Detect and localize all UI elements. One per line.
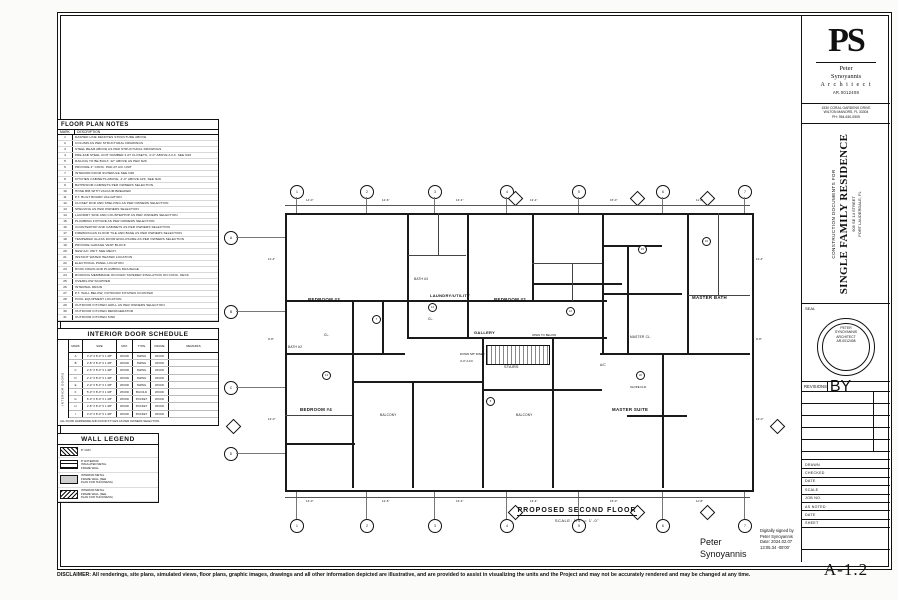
room-label-master-suite: MASTER SUITE	[612, 407, 649, 412]
grid-bubble-bottom-7: 7	[738, 519, 752, 533]
wall-legend-row	[58, 458, 158, 473]
note-mark: 9	[58, 183, 73, 188]
wall-legend-row	[58, 488, 158, 503]
firm-logo	[802, 16, 890, 104]
grid-bubble-top-5: 5	[572, 185, 586, 199]
sheet-info-table	[802, 460, 890, 550]
room-label-bath-3: BATH #3	[414, 277, 429, 281]
note-description: PROVIDE GARAGE VENT BLOCK	[75, 243, 126, 247]
section-marker-icon	[770, 419, 786, 435]
wall-legend-title: WALL LEGEND	[58, 434, 158, 445]
seal-text	[802, 326, 890, 344]
note-mark: 3	[58, 147, 73, 152]
room-label-bath-2: BATH #2	[288, 345, 303, 349]
door-cell-type: POCKET	[133, 396, 151, 402]
note-mark: 14	[58, 213, 73, 218]
note-mark: 8	[58, 177, 73, 182]
door-cell-remarks	[169, 367, 218, 373]
door-col-mat: MAT.	[117, 340, 133, 352]
door-col-size: SIZE	[83, 340, 117, 352]
info-key: AS NOTED	[805, 504, 826, 509]
digital-signature-block	[760, 528, 794, 550]
firm-name-line-2: Synoyannis	[830, 73, 862, 80]
info-row-job-no	[802, 495, 890, 503]
title-block	[801, 16, 890, 579]
wall-legend-line: INTERIOR METAL	[81, 473, 105, 478]
project-address-line-2: FORT LAUDERDALE, FL	[856, 191, 862, 237]
door-schedule-side-label: INTERIOR DOORS	[61, 372, 66, 406]
info-key: SHEET	[805, 521, 819, 526]
door-cell-type: POCKET	[133, 411, 151, 417]
room-label-ac: A/C	[600, 363, 606, 367]
seal-text-line-4: AR-0012408	[836, 339, 856, 344]
info-key: SCALE	[805, 487, 819, 492]
address-line-2: WILTON MANORS, FL 33304	[823, 110, 869, 115]
wall-legend-line: FRAME WALL	[81, 465, 100, 470]
note-mark: 17	[58, 231, 73, 236]
note-mark: 27	[58, 291, 73, 296]
logo-initials: PS	[828, 22, 864, 59]
note-description: RAILING TO BE BUILT, 42" ABOVE AS PER N26	[75, 159, 147, 163]
note-mark: 4	[58, 153, 73, 158]
note-mark: 18	[58, 237, 73, 242]
note-description: ROOF DRAIN AND PLUMBING DRAINAGE	[75, 267, 139, 271]
note-mark: 19	[58, 243, 73, 248]
door-cell-mark: G	[69, 396, 83, 402]
door-schedule-body	[69, 353, 218, 418]
notes-col-mark: MARK	[58, 130, 75, 134]
door-row	[69, 382, 218, 389]
wall-legend-line: FRAME WALL (SEE	[81, 491, 107, 496]
wall-legend-row	[58, 473, 158, 488]
grid-bubble-left-d: D	[224, 447, 238, 461]
wall-legend-text	[81, 460, 106, 471]
info-key: CHECKED	[805, 471, 825, 476]
wall-legend-line: 8" CMU	[81, 448, 91, 453]
door-row	[69, 396, 218, 403]
door-cell-size: 2'-4" X 8'-0" X 1 3/8"	[83, 375, 117, 381]
revisions-header-label: REVISIONS	[804, 384, 827, 389]
door-cell-remarks	[169, 360, 218, 366]
door-row	[69, 389, 218, 396]
note-mark: 23	[58, 267, 73, 272]
project-doc-type: CONSTRUCTION DOCUMENTS FOR	[830, 169, 836, 259]
door-row	[69, 353, 218, 360]
door-cell-mark: C	[69, 367, 83, 373]
stair-run	[486, 345, 550, 365]
note-mark: 28	[58, 297, 73, 302]
wall-legend-row	[58, 445, 158, 458]
note-mark: 31	[58, 315, 73, 320]
logo-divider	[816, 62, 876, 63]
annotation-aff: 4'-0" A.F.F.	[460, 359, 474, 363]
sheet-number: A-1.2	[823, 560, 869, 579]
revision-row	[802, 416, 890, 428]
note-mark: 21	[58, 255, 73, 260]
note-description: STEEL BEAM ABOVE AS PER STRUCTURAL DRAWINGS	[75, 147, 162, 151]
note-description: HOSE BIB WITH VACUUM BREAKER	[75, 189, 131, 193]
revision-row	[802, 440, 890, 452]
door-cell-size: 3'-0" X 8'-0" X 1 3/8"	[83, 411, 117, 417]
grid-bubble-top-6: 6	[656, 185, 670, 199]
note-description: PRE-FAB STEEL UNIT NUMBER 4 AT CLOSETS, 4'-0" ABOVE A.F.F. SEE N26	[75, 153, 192, 157]
digital-signature-line-2: Peter Synoyannis	[760, 533, 793, 539]
annotation-slope-floor: SLOPE FLR.	[630, 385, 647, 389]
seal-text-line-3: ARCHITECT	[836, 334, 856, 339]
info-row-sheet	[802, 520, 890, 528]
grid-bubble-top-7: 7	[738, 185, 752, 199]
plan-title-block	[487, 507, 667, 523]
note-description: OUTDOOR KITCHEN GRILL AS PER OWNERS SELECTION	[75, 303, 165, 307]
project-address-line-1: 905 SE 14 STREET	[850, 196, 856, 232]
revision-row	[802, 392, 890, 404]
grid-bubble-bottom-1: 1	[290, 519, 304, 533]
project-title: SINGLE FAMILY RESIDENCE	[837, 133, 850, 295]
wall-swatch-icon	[60, 447, 78, 456]
note-mark: 22	[58, 261, 73, 266]
seal-label: SEAL	[805, 306, 816, 311]
architect-seal	[802, 304, 890, 382]
floor-plan-notes-title: FLOOR PLAN NOTES	[58, 120, 218, 130]
door-cell-frame: WOOD	[151, 382, 169, 388]
note-description: LAUNDRY SINK AND COUNTERTOP AS PER OWNERS SELECTION	[75, 213, 178, 217]
info-row-scale	[802, 486, 890, 494]
info-row-checked	[802, 469, 890, 477]
door-cell-type: SWING	[133, 382, 151, 388]
note-mark: 12	[58, 201, 73, 206]
door-cell-type: SWING	[133, 375, 151, 381]
firm-name	[802, 65, 890, 81]
note-description: SHELVING AS PER OWNERS SELECTION	[75, 207, 139, 211]
annotation-down-riser: DOWN 5/8" RISER	[460, 352, 485, 356]
door-cell-remarks	[169, 396, 218, 402]
door-cell-frame: WOOD	[151, 353, 169, 359]
door-cell-mark: F	[69, 389, 83, 395]
door-cell-frame: WOOD	[151, 396, 169, 402]
note-description: ELECTRICAL PANEL LOCATION	[75, 261, 124, 265]
door-cell-mat: WOOD	[117, 367, 133, 373]
door-cell-remarks	[169, 382, 218, 388]
revision-row	[802, 428, 890, 440]
firm-license: AR.0012408	[832, 90, 860, 95]
note-description: OUTDOOR KITCHEN REFRIGERATOR	[75, 309, 134, 313]
door-cell-mark: B	[69, 360, 83, 366]
grid-bubble-left-a: A	[224, 231, 238, 245]
room-label-bedroom-3: BEDROOM #3	[308, 297, 341, 302]
door-cell-frame: WOOD	[151, 367, 169, 373]
note-mark: 10	[58, 189, 73, 194]
room-label-bedroom-2: BEDROOM #2	[494, 297, 527, 302]
door-cell-mark: D	[69, 375, 83, 381]
door-cell-mat: WOOD	[117, 389, 133, 395]
note-mark: 5	[58, 159, 73, 164]
note-description: PROVIDE 4" CONC. PAD AT A/C UNIT	[75, 165, 132, 169]
door-schedule-footnote: ALL DOOR HARDWARE AND DOOR STYLES AS PER OWNERS SELECTION.	[60, 419, 160, 424]
revisions-by-label: BY	[827, 382, 843, 391]
note-description: POOL EQUIPMENT LOCATION	[75, 297, 122, 301]
door-col-mark: MARK	[69, 340, 83, 352]
digital-signature-line-1: Digitally signed by	[760, 528, 794, 533]
door-cell-type: SWING	[133, 367, 151, 373]
floor-plan-notes-body	[58, 135, 218, 321]
door-cell-size: 2'-6" X 8'-0" X 1 3/8"	[83, 367, 117, 373]
note-description: CLOSET ROD AND SHELVING AS PER OWNERS SELECTION	[75, 201, 169, 205]
note-description: PLUMBING FIXTURE AS PER OWNERS SELECTION	[75, 219, 155, 223]
grid-bubble-bottom-2: 2	[360, 519, 374, 533]
wall-legend-text	[81, 474, 113, 485]
door-schedule-header	[69, 340, 218, 353]
door-col-type: TYPE	[133, 340, 151, 352]
door-cell-type: SWING	[133, 353, 151, 359]
note-description: INTERIOR DOOR SCHEDULE SEE N26	[75, 171, 135, 175]
wall-legend-line: 8" EXTERIOR	[81, 458, 99, 463]
wall-legend-line: INTERIOR METAL	[81, 488, 105, 493]
door-cell-size: 2'-0" X 8'-0" X 1 3/8"	[83, 382, 117, 388]
firm-address	[802, 104, 890, 124]
room-label-master-bath: MASTER BATH	[692, 295, 727, 300]
door-cell-mark: I	[69, 411, 83, 417]
info-key: DATE	[805, 513, 816, 518]
grid-bubble-left-b: B	[224, 305, 238, 319]
project-title-block	[802, 124, 890, 304]
digital-signature-line-3: Date: 2024.02.07	[760, 539, 793, 545]
revisions-table	[802, 377, 890, 460]
door-row	[69, 360, 218, 367]
door-cell-size: 5'-0" X 8'-0" X 1 3/8"	[83, 389, 117, 395]
door-cell-mat: WOOD	[117, 375, 133, 381]
door-cell-remarks	[169, 375, 218, 381]
door-cell-mat: WOOD	[117, 360, 133, 366]
door-cell-frame: WOOD	[151, 375, 169, 381]
door-cell-mat: WOOD	[117, 411, 133, 417]
note-mark: 1	[58, 135, 73, 140]
note-description: DASHED LINE DENOTES STRUCTURE ABOVE	[75, 135, 147, 139]
note-mark: 2	[58, 141, 73, 146]
grid-bubble-bottom-3: 3	[428, 519, 442, 533]
annotation-open-to-below: OPEN TO BELOW	[532, 333, 557, 337]
note-row	[58, 315, 218, 321]
floor-plan-notes-panel	[57, 119, 219, 322]
room-label-balcony-2: BALCONY	[516, 413, 533, 417]
interior-door-schedule-panel	[57, 328, 219, 426]
info-key: JOB NO.	[805, 496, 822, 501]
grid-bubble-bottom-4: 4	[500, 519, 514, 533]
note-description: BATHROOM CABINETS PER OWNERS SELECTION	[75, 183, 154, 187]
door-row	[69, 375, 218, 382]
door-row	[69, 411, 218, 418]
door-cell-mat: WOOD	[117, 382, 133, 388]
floor-plan-drawing: 1 2 3 4 5 6 7 1 2 3 4 5 6 7 A B C D BEDROOM #3 BEDROOM #2 BEDROOM #4 MASTER SUITE MASTER BATH BATH #3 BATH #2 LAUNDRY/UTILITY GALLERY STAIRS BALCONY BALCONY MASTER CL. CL. A/C CL. DOWN 5/8" RISER 4'-0" A.F.F. SLOPE FLR. OPEN TO BELOW 14'-0" 12'-6" 13'-4" 13'-4" 15'-0" 11'-8" 14'-0" 12'-6" 13'-4" 13'-4" 15'-0" 11'-8" 11'-4" 9'-8" 12'-0" 11'-4" 9'-8" 12'-0" 7 14 12 15 16 13 5 20 PROPOSED SECOND FLOOR SCALE: 1/4" = 1'-0"	[232, 185, 792, 545]
wall-legend-line: PLAN FOR THICKNESS)	[81, 480, 113, 485]
grid-bubble-bottom-5: 5	[572, 519, 586, 533]
wall-legend-line: PLAN FOR THICKNESS)	[81, 495, 113, 500]
door-row	[69, 403, 218, 410]
note-description: P.T. BUILT BOARD VALUATION	[75, 195, 122, 199]
plan-scale: SCALE: 1/4" = 1'-0"	[554, 518, 600, 523]
door-col-remarks: REMARKS	[186, 344, 201, 348]
door-cell-type: BI-FOLD	[133, 389, 151, 395]
room-label-closet-2: CL.	[324, 333, 330, 337]
door-cell-size: 2'-8" X 8'-0" X 1 3/8"	[83, 360, 117, 366]
digital-signature-line-4: 13:05.34 -05'00'	[760, 544, 790, 550]
note-mark: 16	[58, 225, 73, 230]
note-mark: 25	[58, 279, 73, 284]
note-description: FIREBOX/GAS FLOOR TILE AND BASE AS PER OWNERS SELECTION	[75, 231, 182, 235]
wall-swatch-icon	[60, 490, 78, 499]
section-marker-icon	[630, 191, 646, 207]
note-mark: 29	[58, 303, 73, 308]
door-cell-type: SWING	[133, 360, 151, 366]
door-cell-mat: WOOD	[117, 403, 133, 409]
door-schedule-title: INTERIOR DOOR SCHEDULE	[58, 329, 218, 340]
door-cell-type: POCKET	[133, 403, 151, 409]
door-cell-frame: WOOD	[151, 360, 169, 366]
door-cell-size: 3'-0" X 8'-0" X 1 3/8"	[83, 353, 117, 359]
signature-name-line-1: Peter	[700, 537, 722, 547]
firm-name-line-1: Peter	[839, 65, 853, 72]
note-mark: 15	[58, 219, 73, 224]
disclaimer-text: DISCLAIMER: All renderings, site plans, simulated views, floor plans, graphic images, drawings and all other information depicted are illustrative, and are provided to assist in visualizing the units and the Project and may not be accurately rendered and may be changed at any time.	[57, 572, 751, 578]
section-marker-icon	[700, 505, 716, 521]
room-label-master-closet: MASTER CL.	[630, 335, 652, 339]
wall-swatch-icon	[60, 460, 78, 469]
wall-legend-text	[81, 449, 91, 453]
door-cell-mark: A	[69, 353, 83, 359]
door-cell-size: 6'-0" X 8'-0" X 1 3/8"	[83, 396, 117, 402]
info-row-drawn	[802, 461, 890, 469]
note-description: COUNTERTOP AND CABINETS AS PER OWNERS SELECTION	[75, 225, 170, 229]
door-cell-frame: WOOD	[151, 389, 169, 395]
room-label-laundry-utility: LAUNDRY/UTILITY	[430, 293, 471, 298]
door-cell-mat: WOOD	[117, 396, 133, 402]
signature-name	[700, 536, 747, 560]
firm-discipline: A r c h i t e c t	[820, 82, 872, 88]
door-cell-remarks	[169, 353, 218, 359]
note-description: COLUMN AS PER STRUCTURAL DRAWINGS	[75, 141, 144, 145]
room-label-gallery: GALLERY	[474, 330, 496, 335]
seal-text-line-1: PETER	[840, 326, 852, 330]
note-mark: 7	[58, 171, 73, 176]
note-description: NEW A/C UNIT, SEE MECH.	[75, 249, 117, 253]
wall-legend-text	[81, 489, 113, 500]
door-row	[69, 367, 218, 374]
room-label-bedroom-4: BEDROOM #4	[300, 407, 333, 412]
door-cell-mark: E	[69, 382, 83, 388]
door-cell-remarks	[169, 403, 218, 409]
note-mark: 26	[58, 285, 73, 290]
note-mark: 11	[58, 195, 73, 200]
door-cell-size: 2'-8" X 8'-0" X 1 3/8"	[83, 403, 117, 409]
room-label-stairs: STAIRS	[504, 365, 519, 369]
info-key: DATE	[805, 479, 816, 484]
wall-swatch-icon	[60, 475, 78, 484]
note-description: INTERNAL DRAIN	[75, 285, 103, 289]
address-line-3: PH: 954-630-0505	[832, 114, 860, 119]
plan-title: PROPOSED SECOND FLOOR	[517, 507, 637, 514]
seal-text-line-2: SYNOYANNIS	[835, 330, 857, 335]
info-row-as-noted	[802, 503, 890, 511]
info-row-date-2	[802, 511, 890, 519]
note-mark: 24	[58, 273, 73, 278]
note-description: OVERFLOW SCUPPER	[75, 279, 111, 283]
door-cell-frame: WOOD	[151, 403, 169, 409]
door-cell-remarks	[169, 411, 218, 417]
note-mark: 13	[58, 207, 73, 212]
door-cell-remarks	[169, 389, 218, 395]
wall-legend-line: INSULATED METAL	[81, 462, 107, 467]
info-row-date	[802, 478, 890, 486]
note-mark: 6	[58, 165, 73, 170]
revision-row	[802, 404, 890, 416]
notes-col-desc: DESCRIPTION	[77, 130, 101, 134]
address-line-1: 1530 CORAL GARDENS DRIVE	[821, 106, 871, 110]
note-description: KITCHEN CABINETS ABOVE, 4'-0" ABOVE AFF, SEE N26	[75, 177, 161, 181]
wall-legend-line: FRAME WALL (SEE	[81, 476, 107, 481]
note-description: P.T. WALL BELOW, OUTDOOR KITCHEN COUNTER	[75, 291, 153, 295]
note-mark: 30	[58, 309, 73, 314]
note-description: INSTANT WATER HEATER LOCATION	[75, 255, 133, 259]
note-description: OUTDOOR KITCHEN SINK	[75, 315, 116, 319]
grid-bubble-left-c: C	[224, 381, 238, 395]
door-col-frame: FRAME	[151, 340, 169, 352]
grid-bubble-top-2: 2	[360, 185, 374, 199]
room-label-balcony-1: BALCONY	[380, 413, 397, 417]
grid-bubble-bottom-6: 6	[656, 519, 670, 533]
wall-legend-panel	[57, 433, 159, 503]
note-mark: 20	[58, 249, 73, 254]
signature-name-line-2: Synoyannis	[700, 549, 747, 559]
door-cell-mat: WOOD	[117, 353, 133, 359]
grid-bubble-top-3: 3	[428, 185, 442, 199]
door-cell-frame: WOOD	[151, 411, 169, 417]
grid-bubble-top-1: 1	[290, 185, 304, 199]
wall-legend-body	[58, 445, 158, 502]
note-description: TEMPERED GLASS DOOR ENCLOSURE AS PER OWNERS SELECTION	[75, 237, 185, 241]
grid-bubble-top-4: 4	[500, 185, 514, 199]
info-key: DRAWN	[805, 462, 820, 467]
door-cell-mark: H	[69, 403, 83, 409]
room-label-closet: CL.	[428, 317, 434, 321]
sheet-number-box	[802, 550, 890, 590]
note-description: ROOFING MEMBRANE ON RIGID TAPERED INSULATION ON CONC. DECK	[75, 273, 190, 277]
